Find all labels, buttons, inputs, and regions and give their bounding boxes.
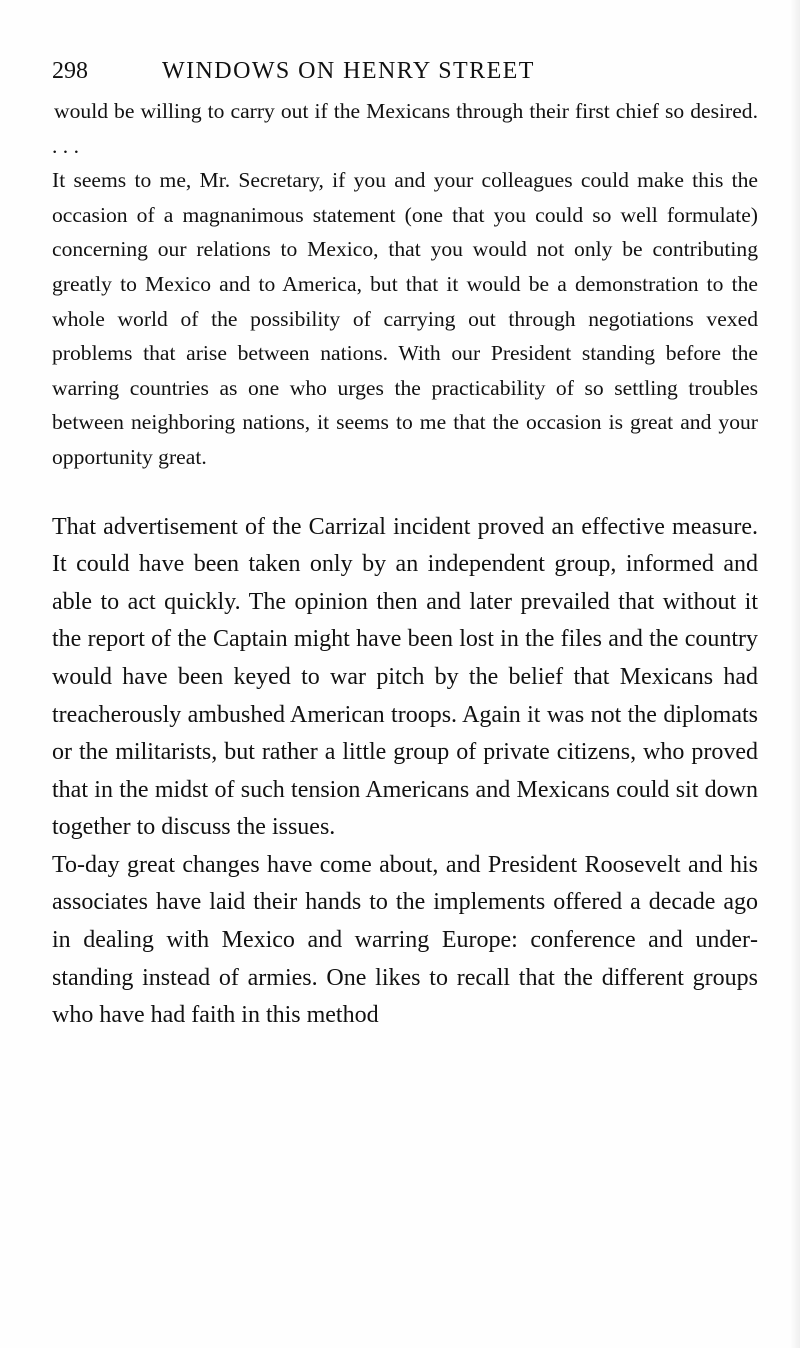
- body-paragraph: That advertisement of the Carrizal incident proved an effective measure. It could have been taken only by an independent group, informed and able to act quickly. The opinion then and later prevailed that without it the report of the Captain might have been lost in the files and the country would have been keyed to war pitch by the belief that Mexicans had treacherously ambushed American troops. Again it was not the diplomats or the militarists, but rather a little group of private citizens, who proved that in the midst of such tension Americans and Mexicans could sit down together to discuss the issues.: [52, 513, 758, 841]
- page-header: [52, 58, 758, 94]
- page-number: 298: [52, 58, 88, 84]
- running-head: WINDOWS ON HENRY STREET: [162, 58, 535, 84]
- body-paragraph: To-day great changes have come about, and President Roosevelt and his associates have laid their hands to the implements offered a decade ago in dealing with Mexico and warring Europe: conference and understanding instead of armies. One likes to recall that the different groups who have had faith in this method: [52, 851, 758, 1029]
- book-page: [52, 58, 758, 1035]
- quoted-letter: [52, 94, 758, 475]
- page-edge-shadow: [790, 0, 800, 1348]
- quote-paragraph: would be willing to carry out if the Mexicans through their first chief so desired. . . .: [52, 99, 758, 158]
- quote-paragraph: It seems to me, Mr. Secretary, if you and your colleagues could make this the occasion of a magnanimous statement (one that you could so well formulate) concerning our relations to Mexico, that you would not only be contributing greatly to Mexico and to America, but that it would be a demonstration to the whole world of the possibility of carrying out through negotiations vexed problems that arise between nations. With our President standing before the warring countries as one who urges the practicability of so settling troubles between neighboring nations, it seems to me that the occasion is great and your opportunity great.: [52, 168, 758, 469]
- body-text: [52, 509, 758, 1035]
